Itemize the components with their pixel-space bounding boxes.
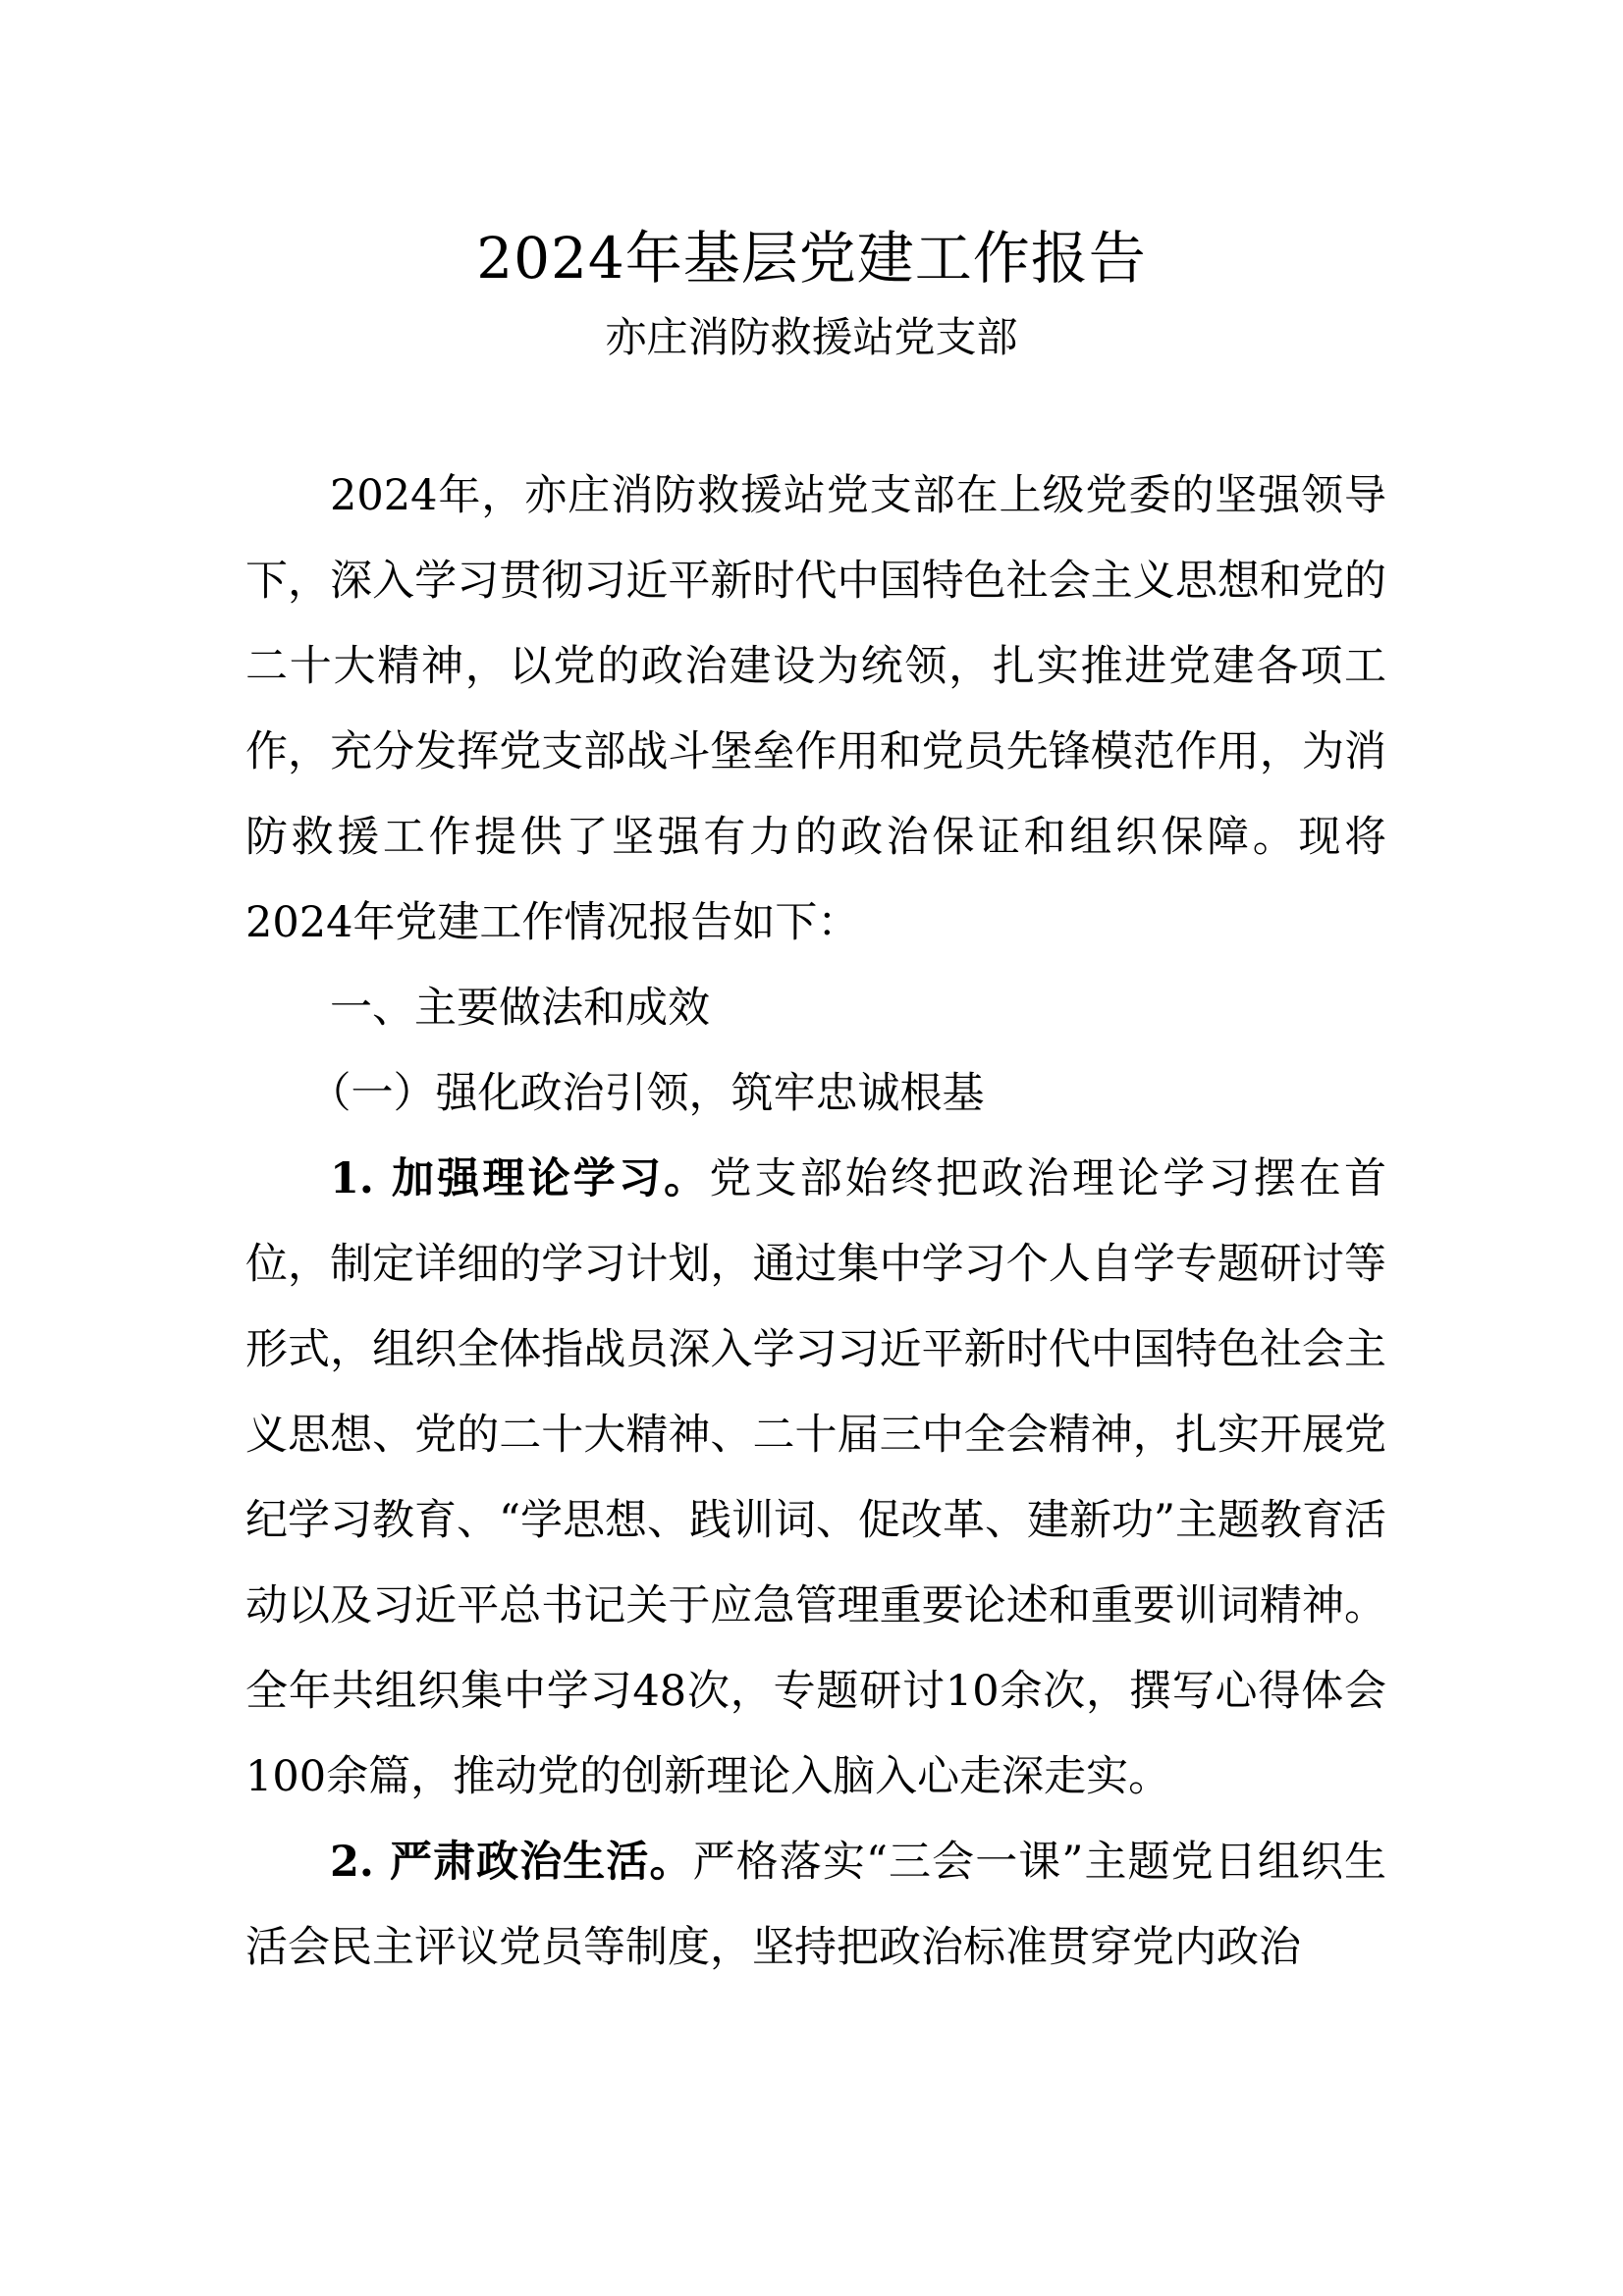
item-paragraph-2 xyxy=(245,1820,1386,1991)
item-lead-2: 2. 严肃政治生活。 xyxy=(330,1838,693,1887)
section-heading: 一、主要做法和成效 xyxy=(330,984,710,1033)
item-paragraph-1 xyxy=(245,1137,1386,1820)
item-lead-1: 1. 加强理论学习。 xyxy=(330,1154,710,1203)
intro-paragraph: 2024年，亦庄消防救援站党支部在上级党委的坚强领导下，深入学习贯彻习近平新时代中国特色社会主义思想和党的二十大精神，以党的政治建设为统领，扎实推进党建各项工作，充分发挥党支部战斗堡垒作用和党员先锋模范作用，为消防救援工作提供了坚强有力的政治保证和组织保障。现将2024年党建工作情况报告如下： xyxy=(245,471,1386,947)
document-title: 2024年基层党建工作报告 xyxy=(476,225,1147,292)
subsection-heading: （一）强化政治引领，筑牢忠诚根基 xyxy=(308,1069,985,1118)
item-text-1: 党支部始终把政治理论学习摆在首位，制定详细的学习计划，通过集中学习个人自学专题研讨等形式，组织全体指战员深入学习习近平新时代中国特色社会主义思想、党的二十大精神、二十届三中全会精神，扎实开展党纪学习教育、“学思想、践训词、促改革、建新功”主题教育活动以及习近平总书记关于应急管理重要论述和重要训词精神。全年共组织集中学习48次，专题研讨10余次，撰写心得体会100余篇，推动党的创新理论入脑入心走深走实。 xyxy=(245,1154,1386,1801)
document-body xyxy=(245,454,1386,1991)
document-subtitle: 亦庄消防救援站党支部 xyxy=(605,313,1018,361)
item-text-2: 严格落实“三会一课”主题党日组织生活会民主评议党员等制度，坚持把政治标准贯穿党内政治 xyxy=(245,1838,1386,1972)
